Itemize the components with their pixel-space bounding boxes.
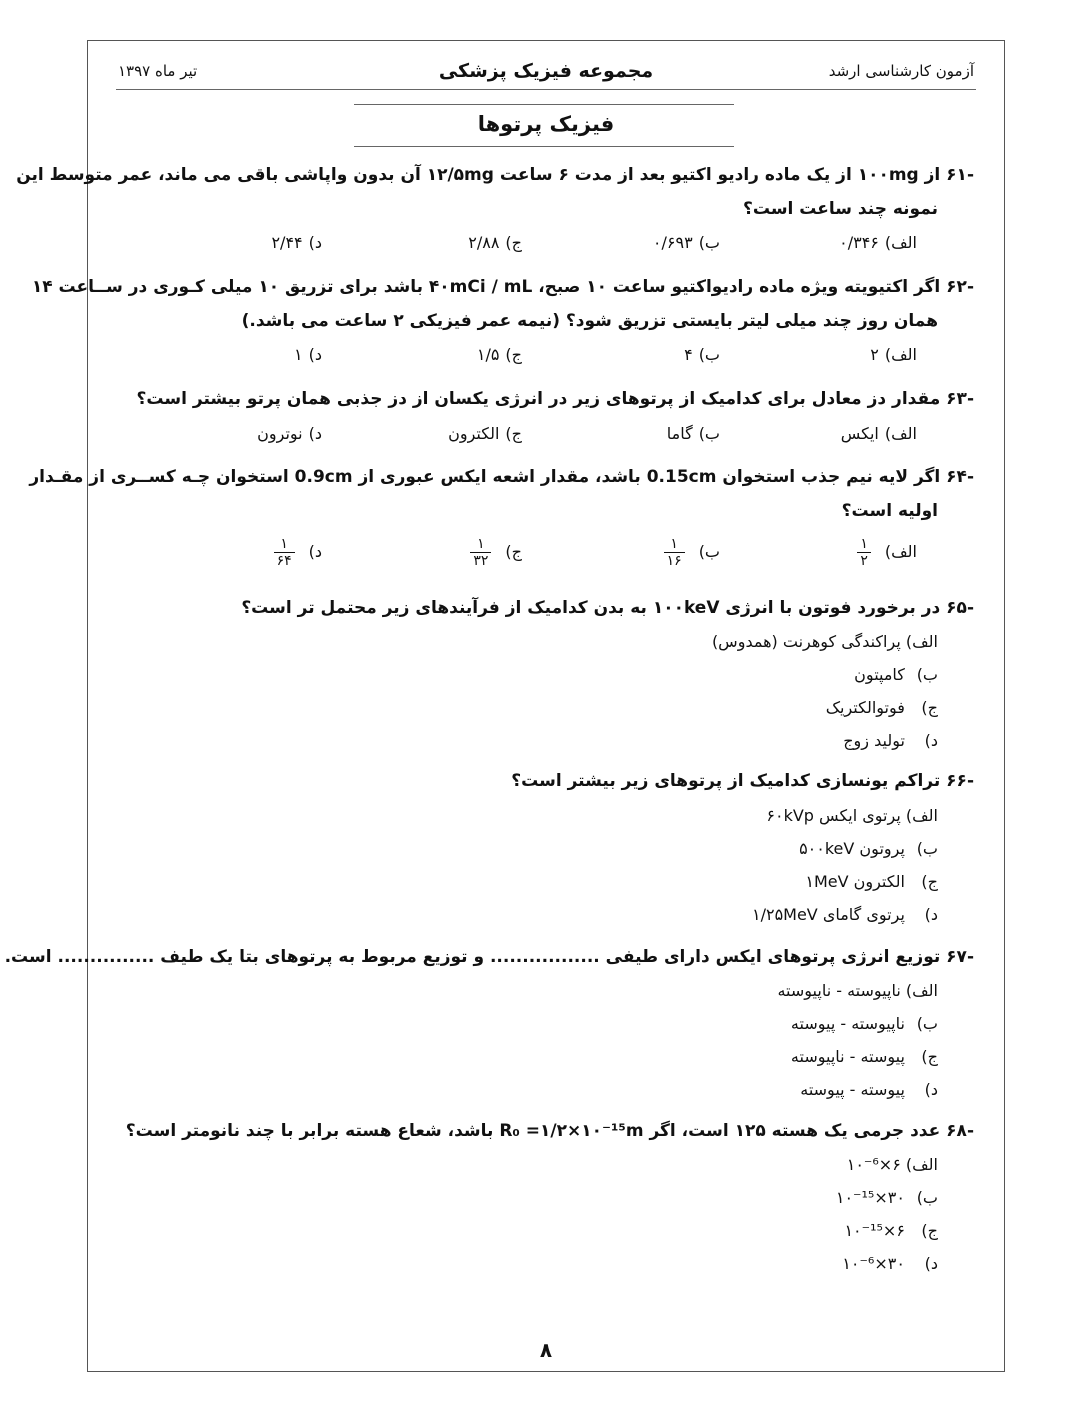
question-text: اگر اکتیویته ویژه ماده رادیواکتیو ساعت ۱۰ صبح، ۴۰mCi / mL باشد برای تزریق ۱۰ میلی کـوری در ســاعت ۱۴ <box>31 277 941 297</box>
option-d[interactable]: د)۲/۴۴ <box>271 233 322 252</box>
option-d[interactable]: د) تولید زوج <box>843 731 938 750</box>
option-b[interactable]: ب) کامپتون <box>854 665 938 684</box>
question-62 <box>32 270 974 304</box>
option-a[interactable]: الف)۰/۳۴۶ <box>839 233 917 252</box>
option-a[interactable]: الف)۲ <box>870 345 917 364</box>
option-a[interactable]: الف) ۶×۱۰⁻⁶ <box>846 1155 938 1174</box>
option-c[interactable]: ج)۲/۸۸ <box>468 233 522 252</box>
option-a[interactable]: الف) پراکندگی کوهرنت (همدوس) <box>711 632 938 651</box>
section-rule-bottom <box>354 146 734 147</box>
question-text: از ۱۰۰mg از یک ماده رادیو اکتیو بعد از مدت ۶ ساعت ۱۲/۵mg آن بدون واپاشی باقی می ماند، عمر متوسط این <box>16 165 941 185</box>
question-62-continued: همان روز چند میلی لیتر بایستی تزریق شود؟ (نیمه عمر فیزیکی ۲ ساعت می باشد.) <box>241 311 938 331</box>
section-title: فیزیک پرتوها <box>477 112 615 136</box>
option-b[interactable]: ب) ناپیوسته - پیوسته <box>790 1014 938 1033</box>
question-text: تراکم یونسازی کدامیک از پرتوهای زیر بیشتر است؟ <box>511 771 941 791</box>
option-c[interactable]: ج)الکترون <box>448 424 522 443</box>
question-number: -۶۸ <box>946 1121 974 1141</box>
page-number: ۸ <box>539 1338 553 1362</box>
header-divider <box>116 89 976 90</box>
question-number: -۶۴ <box>946 467 974 487</box>
question-number: -۶۶ <box>946 771 974 791</box>
option-d[interactable]: د) پرتوی گامای ۱/۲۵MeV <box>751 905 938 924</box>
question-number: -۶۲ <box>946 277 974 297</box>
question-67 <box>5 940 974 974</box>
question-64 <box>29 460 974 494</box>
question-63 <box>137 382 974 416</box>
question-61 <box>16 158 974 192</box>
option-a[interactable]: الف) ناپیوسته - ناپیوسته <box>777 981 938 1000</box>
option-a[interactable]: الف) پرتوی ایکس ۶۰kVp <box>766 806 938 825</box>
option-d[interactable]: د) پیوسته - پیوسته <box>800 1080 938 1099</box>
option-b[interactable]: ب)۴ <box>684 345 720 364</box>
question-68 <box>126 1114 974 1148</box>
question-number: -۶۱ <box>946 165 974 185</box>
fraction: $\frac{۱}{۲}$ <box>857 536 871 569</box>
option-b[interactable]: ب)۰/۶۹۳ <box>652 233 720 252</box>
question-61-continued: نمونه چند ساعت است؟ <box>742 199 938 219</box>
question-number: -۶۵ <box>946 598 974 618</box>
option-c[interactable]: ج) ۶×۱۰⁻¹⁵ <box>844 1221 938 1240</box>
option-b[interactable]: ب) ۳۰×۱۰⁻¹⁵ <box>835 1188 938 1207</box>
question-number: -۶۷ <box>946 947 974 967</box>
option-a[interactable]: الف) $\frac{۱}{۲}$ <box>857 536 917 569</box>
option-d[interactable]: د) ۳۰×۱۰⁻⁶ <box>842 1254 938 1273</box>
section-rule-top <box>354 104 734 105</box>
fraction: $\frac{۱}{۱۶}$ <box>664 536 685 569</box>
option-b[interactable]: ب) پروتون ۵۰۰keV <box>799 839 938 858</box>
option-c[interactable]: ج) فوتوالکتریک <box>825 698 938 717</box>
question-text: اگر لایه نیم جذب استخوان 0.15cm باشد، مقدار اشعه ایکس عبوری از 0.9cm استخوان چـه کســری از مقـدار <box>29 467 941 487</box>
question-65 <box>241 591 974 625</box>
option-b[interactable]: ب)گاما <box>666 424 720 443</box>
header-title: مجموعه فیزیک پزشکی <box>438 60 654 82</box>
question-66 <box>511 764 974 798</box>
option-d[interactable]: د)۱ <box>294 345 322 364</box>
question-64-continued: اولیه است؟ <box>841 501 938 521</box>
question-text: مقدار دز معادل برای کدامیک از پرتوهای زیر در انرژی یکسان از دز جذبی همان پرتو بیشتر است؟ <box>136 389 941 409</box>
option-b[interactable]: ب) $\frac{۱}{۱۶}$ <box>664 536 720 569</box>
option-c[interactable]: ج) $\frac{۱}{۳۲}$ <box>470 536 522 569</box>
fraction: $\frac{۱}{۳۲}$ <box>470 536 491 569</box>
option-c[interactable]: ج) پیوسته - ناپیوسته <box>790 1047 938 1066</box>
header-exam: آزمون کارشناسی ارشد <box>828 62 974 80</box>
question-text: عدد جرمی یک هسته ۱۲۵ است، اگر R₀ =۱/۲×۱۰⁻¹⁵m باشد، شعاع هسته برابر با چند نانومتر است؟ <box>125 1121 941 1141</box>
question-number: -۶۳ <box>946 389 974 409</box>
option-a[interactable]: الف)ایکس <box>840 424 917 443</box>
header-date: تیر ماه ۱۳۹۷ <box>118 62 198 80</box>
question-text: در برخورد فوتون با انرژی ۱۰۰keV به بدن کدامیک از فرآیندهای زیر محتمل تر است؟ <box>241 598 941 618</box>
option-c[interactable]: ج) الکترون ۱MeV <box>805 872 938 891</box>
option-d[interactable]: د) $\frac{۱}{۶۴}$ <box>274 536 322 569</box>
question-text: توزیع انرژی پرتوهای ایکس دارای طیفی ................. و توزیع مربوط به پرتوهای بتا یک طیف ............... است. <box>4 947 941 967</box>
fraction: $\frac{۱}{۶۴}$ <box>274 536 295 569</box>
option-c[interactable]: ج)۱/۵ <box>476 345 522 364</box>
option-d[interactable]: د)نوترون <box>257 424 322 443</box>
